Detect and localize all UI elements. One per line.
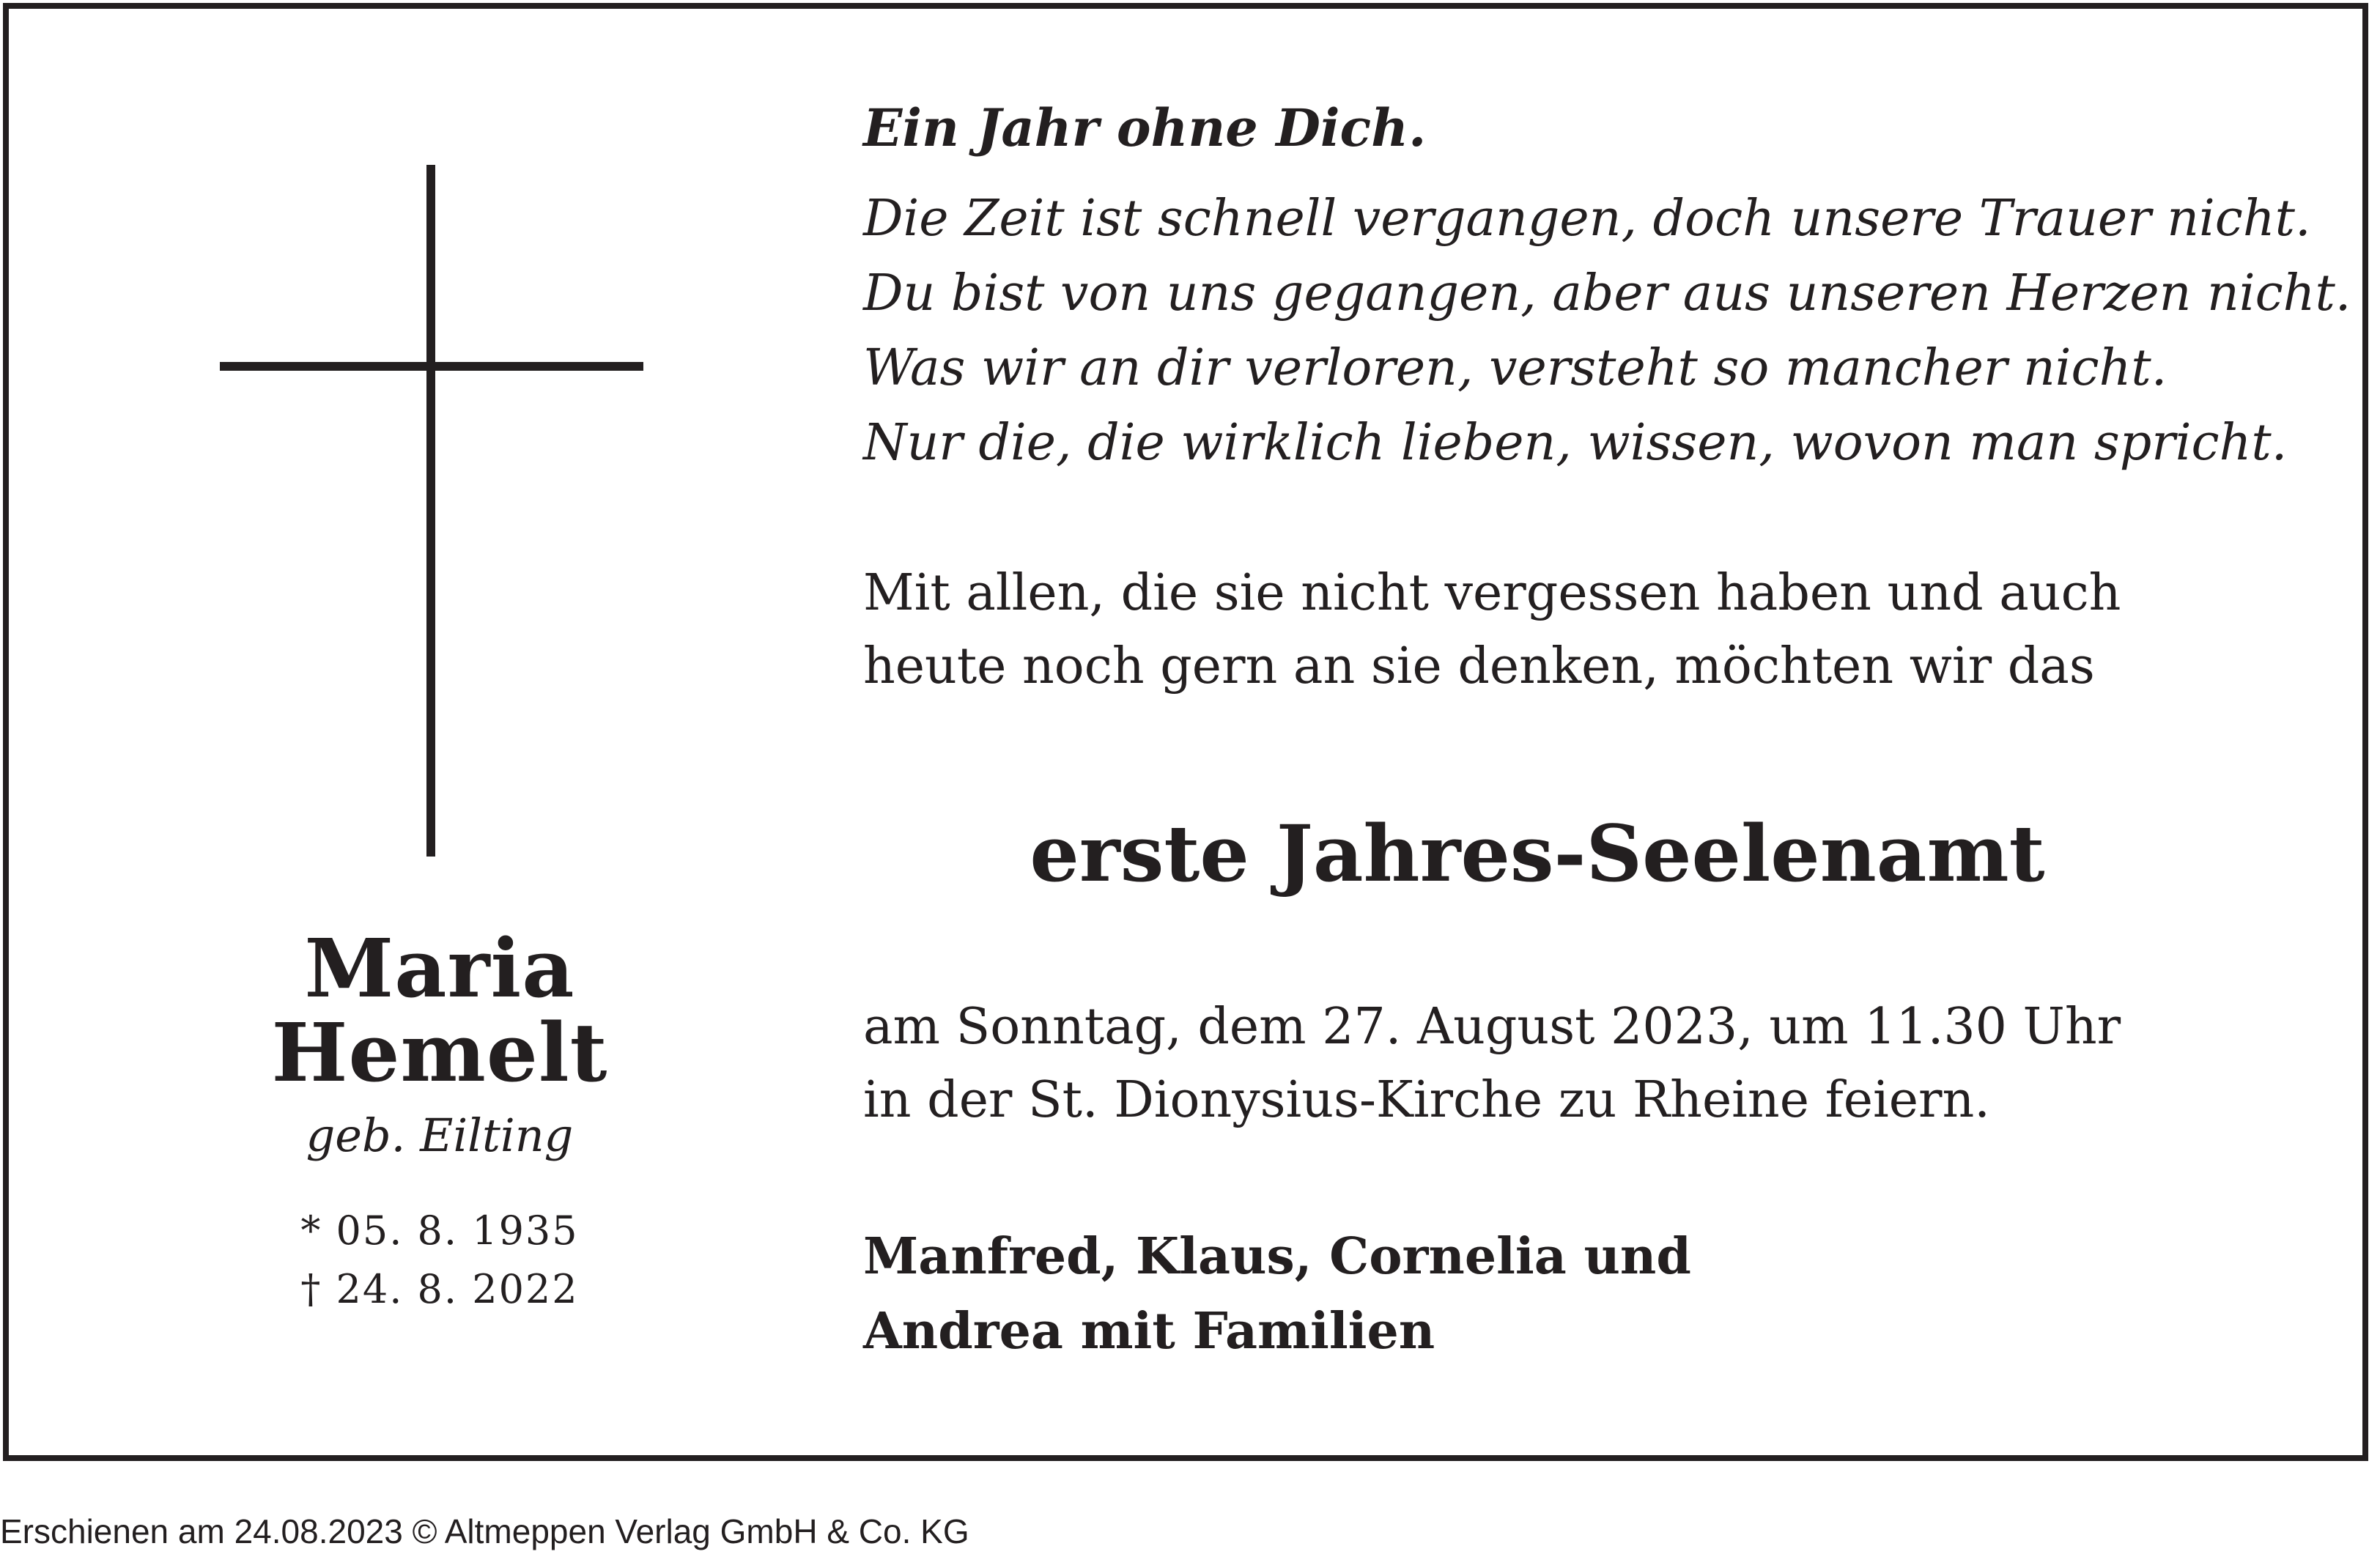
birth-date: * 05. 8. 1935 — [300, 1207, 579, 1254]
death-date: † 24. 8. 2022 — [300, 1266, 579, 1312]
cross-icon-bar — [220, 362, 643, 371]
event-details — [863, 991, 2121, 1137]
deceased-last-name: Hemelt — [271, 1005, 608, 1100]
intro-line: heute noch gern an sie denken, möchten wir das — [863, 637, 2095, 695]
signers-line: Andrea mit Familien — [863, 1302, 1435, 1361]
poem-line: Du bist von uns gegangen, aber aus unseren Herzen nicht. — [863, 265, 2351, 322]
intro-text — [863, 557, 2121, 703]
signers — [863, 1219, 1691, 1369]
details-line: am Sonntag, dem 27. August 2023, um 11.30 Uhr — [863, 998, 2121, 1056]
deceased-maiden-name: geb. Eilting — [306, 1109, 574, 1162]
deceased-first-name: Maria — [304, 921, 575, 1016]
details-line: in der St. Dionysius-Kirche zu Rheine feiern. — [863, 1071, 1990, 1129]
publication-footer: Erschienen am 24.08.2023 © Altmeppen Verlag GmbH & Co. KG — [0, 1512, 969, 1550]
event-title: erste Jahres-Seelenamt — [1030, 807, 2045, 899]
poem-line: Was wir an dir verloren, versteht so mancher nicht. — [863, 339, 2168, 397]
signers-line: Manfred, Klaus, Cornelia und — [863, 1227, 1691, 1286]
headline: Ein Jahr ohne Dich. — [863, 97, 1427, 158]
intro-line: Mit allen, die sie nicht vergessen haben und auch — [863, 564, 2121, 622]
poem-line: Nur die, die wirklich lieben, wissen, wovon man spricht. — [863, 414, 2288, 472]
poem-line: Die Zeit ist schnell vergangen, doch unsere Trauer nicht. — [863, 190, 2311, 248]
poem — [863, 182, 2351, 481]
cross-icon — [426, 165, 435, 857]
